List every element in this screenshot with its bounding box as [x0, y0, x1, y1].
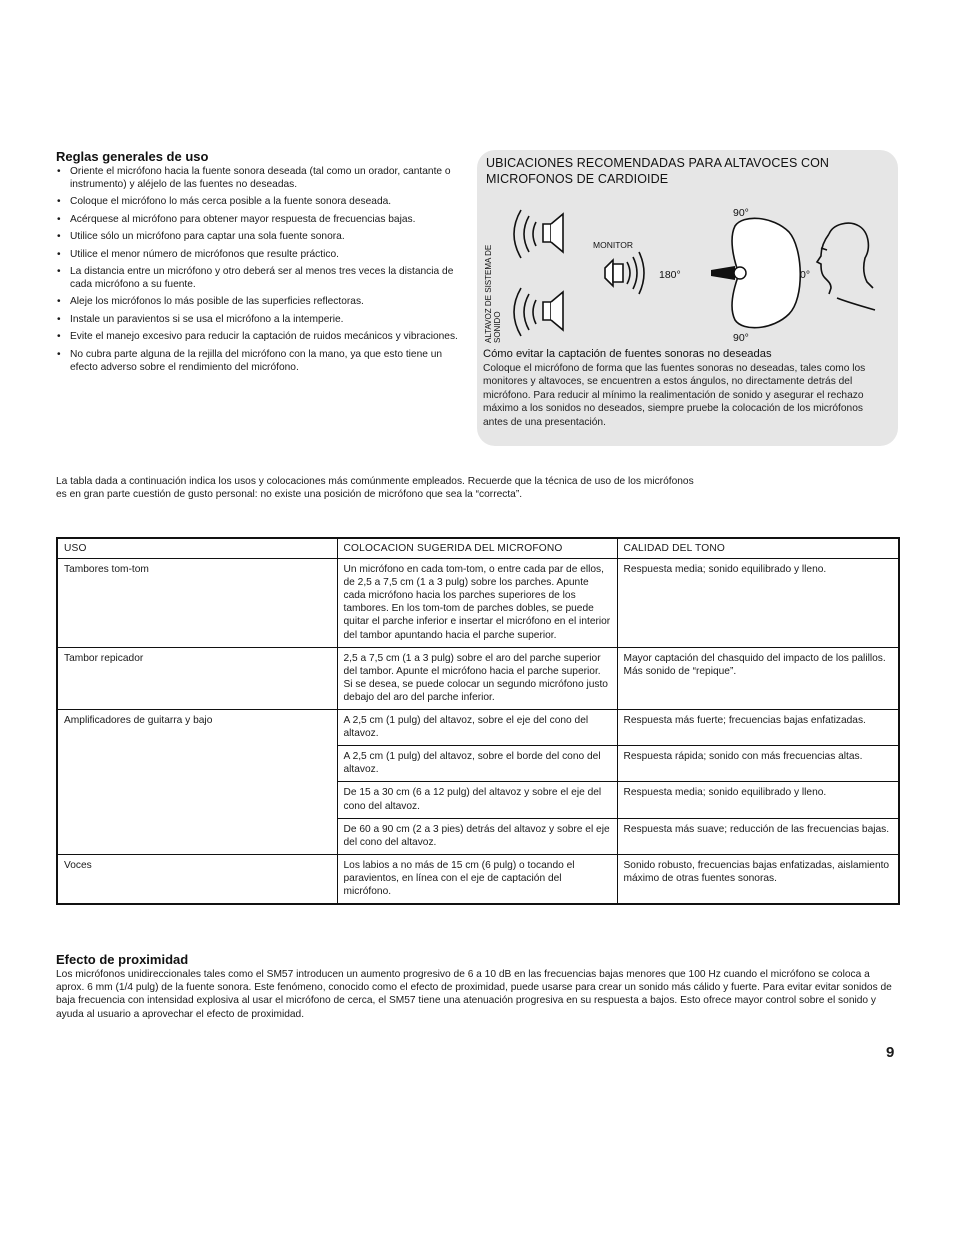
table-cell-tone: Sonido robusto, frecuencias bajas enfatizadas, aislamiento máximo de otras fuentes sonoras.: [617, 854, 899, 904]
column-header: COLOCACION SUGERIDA DEL MICROFONO: [337, 538, 617, 559]
list-item: • Instale un paravientos si se usa el micrófono a la intemperie.: [56, 313, 466, 326]
table-intro-line: es en gran parte cuestión de gusto personal: no existe una posición de micrófono que sea la “correcta”.: [56, 489, 523, 501]
angle-label-top: 90°: [733, 207, 749, 219]
list-item: • Acérquese al micrófono para obtener mayor respuesta de frecuencias bajas.: [56, 213, 466, 226]
caption-body: Coloque el micrófono de forma que las fuentes sonoras no deseadas, tales como los monitores y altavoces, se encuentren a estos ángulos, no directamente detrás del micrófono. Para reducir al mínimo la realimentación de sonido y asegurar el rechazo máximo a los sonidos no deseados, siempre pruebe la colocación de los micrófonos antes de una presentación.: [483, 363, 866, 428]
proximity-section: [56, 952, 898, 1021]
table-cell-placement: De 60 a 90 cm (2 a 3 pies) detrás del altavoz y sobre el eje del cono del altavoz.: [337, 818, 617, 854]
monitor-label: MONITOR: [593, 240, 633, 250]
panel-title: UBICACIONES RECOMENDADAS PARA ALTAVOCES CON MICROFONOS DE CARDIOIDE: [486, 156, 830, 186]
angle-label-right: 0°: [800, 269, 811, 281]
table-row: [57, 647, 899, 709]
table-cell-placement: Un micrófono en cada tom-tom, o entre cada par de ellos, de 2,5 a 7,5 cm (1 a 3 pulg) sobre los parches. Apunte cada micrófono hacia los parches superiores de los tambores. En los tom-tom de parches dobles, se puede quitar el parche inferior e insertar el micrófono en el interior del tambor apuntando hacia el parche superior.: [337, 559, 617, 648]
person-head-icon: [817, 223, 875, 310]
table-row: [57, 559, 899, 648]
angle-label-left: 180°: [659, 269, 681, 281]
column-header: USO: [57, 538, 337, 559]
table-cell-tone: Respuesta media; sonido equilibrado y lleno.: [617, 559, 899, 648]
list-item: • Aleje los micrófonos lo más posible de las superficies reflectoras.: [56, 295, 466, 308]
page-number: 9: [886, 1044, 895, 1061]
monitor-speaker-icon: [605, 252, 644, 294]
table-cell-placement: Los labios a no más de 15 cm (6 pulg) o tocando el paravientos, en línea con el eje de captación del micrófono.: [337, 854, 617, 904]
angle-label-bottom: 90°: [733, 332, 749, 344]
microphone-icon: [711, 266, 746, 280]
rules-title: Reglas generales de uso: [56, 149, 209, 164]
table-intro: [56, 475, 898, 502]
table-row: [57, 710, 899, 746]
list-item: • No cubra parte alguna de la rejilla del micrófono con la mano, ya que esto tiene un efecto adverso sobre el rendimiento del micrófono.: [56, 348, 466, 374]
table-cell-placement: A 2,5 cm (1 pulg) del altavoz, sobre el eje del cono del altavoz.: [337, 710, 617, 746]
proximity-title: Efecto de proximidad: [56, 952, 189, 967]
table-cell-tone: Respuesta más suave; reducción de las frecuencias bajas.: [617, 818, 899, 854]
speaker-icon: [514, 288, 563, 336]
list-item: • Oriente el micrófono hacia la fuente sonora deseada (tal como un orador, cantante o instrumento) y aléjelo de las fuentes no deseadas.: [56, 165, 466, 191]
table-cell-tone: Respuesta más fuerte; frecuencias bajas enfatizadas.: [617, 710, 899, 746]
mic-placement-table: [56, 537, 900, 905]
cardioid-diagram: [477, 198, 898, 348]
table-cell-placement: A 2,5 cm (1 pulg) del altavoz, sobre el borde del cono del altavoz.: [337, 746, 617, 782]
list-item: • La distancia entre un micrófono y otro deberá ser al menos tres veces la distancia de cada micrófono a su fuente.: [56, 265, 466, 291]
list-item: • Utilice el menor número de micrófonos que resulte práctico.: [56, 248, 466, 261]
table-cell-use: Voces: [57, 854, 337, 904]
table-cell-use: Tambores tom-tom: [57, 559, 337, 648]
table-cell-use: Amplificadores de guitarra y bajo: [57, 710, 337, 855]
rules-list: [56, 165, 466, 374]
table-cell-placement: 2,5 a 7,5 cm (1 a 3 pulg) sobre el aro del parche superior del tambor. Apunte el micrófono hacia el parche superior. Si se desea, se puede colocar un segundo micrófono justo debajo del aro del parche inferior.: [337, 647, 617, 709]
table-row: [57, 854, 899, 904]
table-cell-tone: Respuesta rápida; sonido con más frecuencias altas.: [617, 746, 899, 782]
column-header: CALIDAD DEL TONO: [617, 538, 899, 559]
list-item: • Coloque el micrófono lo más cerca posible a la fuente sonora deseada.: [56, 195, 466, 208]
caption-title: Cómo evitar la captación de fuentes sonoras no deseadas: [483, 348, 772, 360]
rules-section: [56, 149, 466, 378]
list-item: • Utilice sólo un micrófono para captar una sola fuente sonora.: [56, 230, 466, 243]
proximity-body: Los micrófonos unidireccionales tales como el SM57 introducen un aumento progresivo de 6 a 10 dB en las frecuencias bajas menores que 100 Hz cuando el micrófono se coloca a aprox. 6 mm (1/4 pulg) de la fuente sonora. Este fenómeno, conocido como el efecto de proximidad, puede usarse para crear un sonido más cálido y fuerte. Para evitar evitar sonidos de baja frecuencia con intensidad explosiva al usar el micrófono de cerca, el SM57 tiene una atenuación progresiva en su respuesta a bajos. Esto ofrece mayor control sobre el sonido y ayuda al usuario a aprovechar el efecto de proximidad.: [56, 969, 892, 1020]
table-header-row: [57, 538, 899, 559]
table-cell-use: Tambor repicador: [57, 647, 337, 709]
table-intro-line: La tabla dada a continuación indica los usos y colocaciones más comúnmente empleados. Recuerde que la técnica de uso de los micrófonos: [56, 476, 694, 487]
speaker-icon: [514, 210, 563, 258]
side-label-line2: SONIDO: [493, 311, 502, 343]
table-cell-placement: De 15 a 30 cm (6 a 12 pulg) del altavoz y sobre el eje del cono del altavoz.: [337, 782, 617, 818]
speaker-placement-panel: [477, 150, 898, 446]
table-cell-tone: Mayor captación del chasquido del impacto de los palillos. Más sonido de “repique”.: [617, 647, 899, 709]
list-item: • Evite el manejo excesivo para reducir la captación de ruidos mecánicos y vibraciones.: [56, 330, 466, 343]
table-cell-tone: Respuesta media; sonido equilibrado y lleno.: [617, 782, 899, 818]
side-label-line1: ALTAVOZ DE SISTEMA DE: [484, 244, 493, 343]
side-label: [484, 245, 502, 343]
